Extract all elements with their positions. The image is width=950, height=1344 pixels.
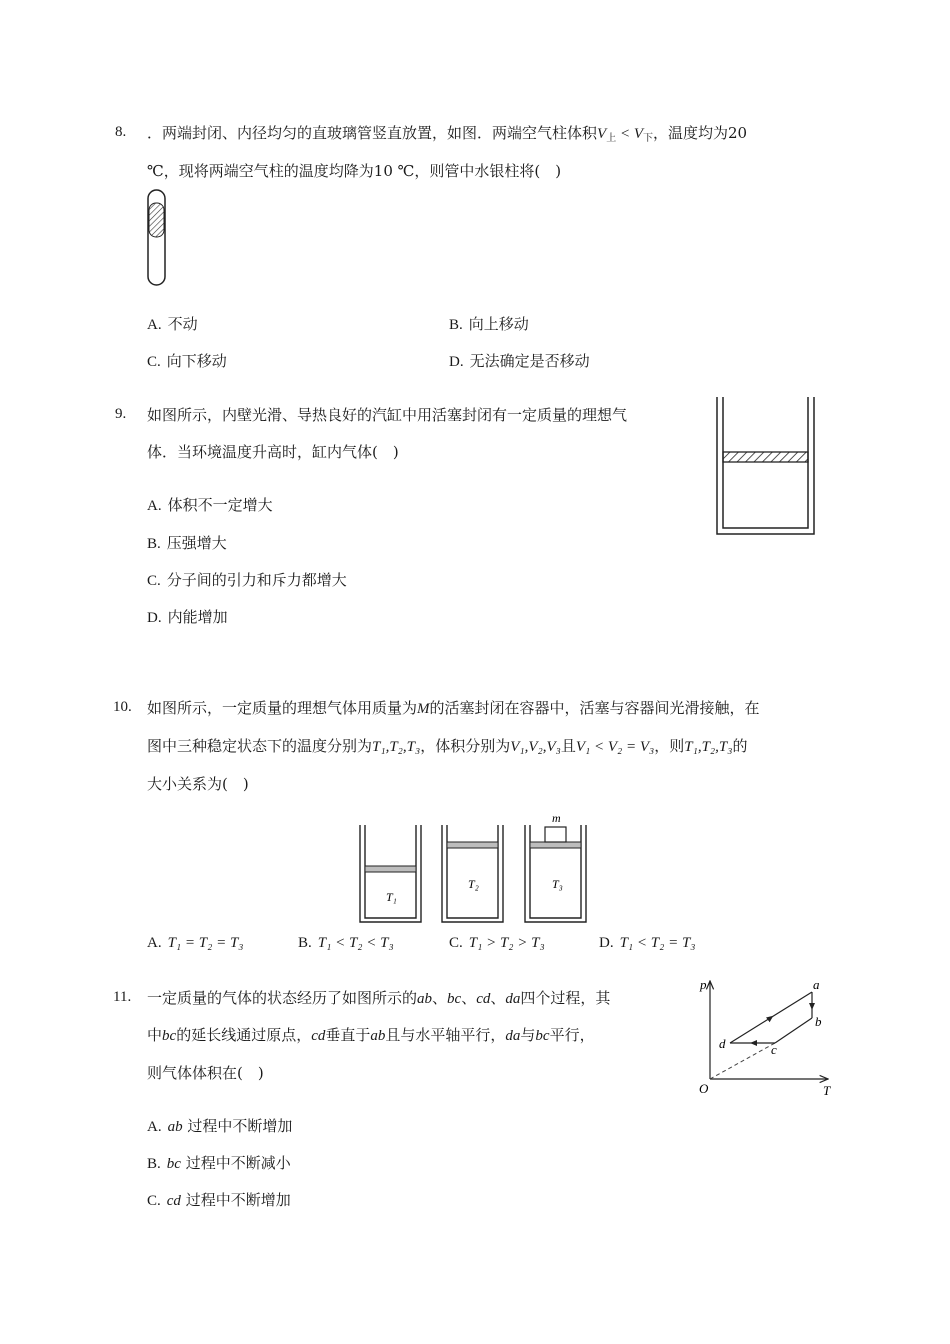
option-b[interactable]: B. bc 过程中不断减小	[147, 1154, 291, 1172]
question-number: 10.	[113, 699, 132, 715]
option-d[interactable]: D. T₁ < T₂ = T₃	[599, 935, 696, 951]
container-2	[442, 825, 503, 922]
cylinder-outer	[717, 397, 814, 534]
temp-label-2: T₂	[468, 877, 479, 891]
question-text-line: 图中三种稳定状态下的温度分别为T₁,T₂,T₃，体积分别为V₁,V₂,V₃且V₁ < V₂ = V₃，则T₁,T₂,T₃的	[147, 737, 748, 755]
p-t-graph	[690, 975, 840, 1100]
question-text-line: 大小关系为( )	[147, 775, 249, 793]
question-text-line: 如图所示，内壁光滑、导热良好的汽缸中用活塞封闭有一定质量的理想气	[147, 406, 628, 424]
question-number: 9.	[115, 406, 127, 422]
three-containers-figure	[355, 810, 600, 928]
piston-1	[365, 866, 416, 872]
glass-tube-figure	[142, 188, 172, 288]
option-a[interactable]: A. 不动	[147, 315, 198, 333]
question-text-line: 如图所示，一定质量的理想气体用质量为M的活塞封闭在容器中，活塞与容器间光滑接触，在	[147, 699, 760, 717]
question-number: 11.	[113, 989, 132, 1005]
p-axis-label: p	[700, 977, 707, 992]
question-text-line: 一定质量的气体的状态经历了如图所示的ab、bc、cd、da四个过程，其	[147, 989, 611, 1007]
option-d[interactable]: D. 无法确定是否移动	[449, 352, 590, 370]
point-d-label: d	[719, 1036, 726, 1051]
question-text-line: 体．当环境温度升高时，缸内气体( )	[147, 443, 399, 461]
cylinder-figure	[710, 395, 820, 540]
temp-label-3: T₃	[552, 877, 563, 891]
point-b-label: b	[815, 1014, 822, 1029]
option-c[interactable]: C. 向下移动	[147, 352, 227, 370]
mercury-column	[149, 203, 164, 237]
piston-3	[530, 842, 581, 848]
question-text-line: 中bc的延长线通过原点，cd垂直于ab且与水平轴平行，da与bc平行，	[147, 1026, 595, 1044]
container-1	[360, 825, 421, 922]
mass-label: m	[552, 811, 561, 825]
question-text-line: 则气体体积在( )	[147, 1064, 264, 1082]
option-a[interactable]: A. ab 过程中不断增加	[147, 1117, 293, 1135]
option-b[interactable]: B. 向上移动	[449, 315, 529, 333]
option-c[interactable]: C. 分子间的引力和斥力都增大	[147, 571, 347, 589]
point-a-label: a	[813, 977, 820, 992]
t-axis-label: T	[823, 1083, 831, 1098]
piston-2	[447, 842, 498, 848]
process-bc	[775, 1018, 812, 1043]
option-c[interactable]: C. T₁ > T₂ > T₃	[449, 935, 545, 951]
question-text-line: ℃，现将两端空气柱的温度均降为10 ℃，则管中水银柱将( )	[147, 162, 562, 180]
container-3	[525, 811, 586, 922]
piston	[723, 452, 808, 462]
option-a[interactable]: A. T₁ = T₂ = T₃	[147, 935, 244, 951]
option-b[interactable]: B. T₁ < T₂ < T₃	[298, 935, 394, 951]
question-number: 8.	[115, 124, 127, 140]
option-c[interactable]: C. cd 过程中不断增加	[147, 1191, 291, 1209]
option-a[interactable]: A. 体积不一定增大	[147, 496, 273, 514]
option-d[interactable]: D. 内能增加	[147, 608, 228, 626]
point-c-label: c	[771, 1042, 777, 1057]
origin-label: O	[699, 1081, 709, 1096]
option-b[interactable]: B. 压强增大	[147, 534, 227, 552]
question-text-line: ．两端封闭、内径均匀的直玻璃管竖直放置，如图．两端空气柱体积$V_上 < V_下$，温度均为20	[147, 124, 748, 144]
temp-label-1: T₁	[386, 890, 397, 904]
mass-block	[545, 827, 566, 842]
